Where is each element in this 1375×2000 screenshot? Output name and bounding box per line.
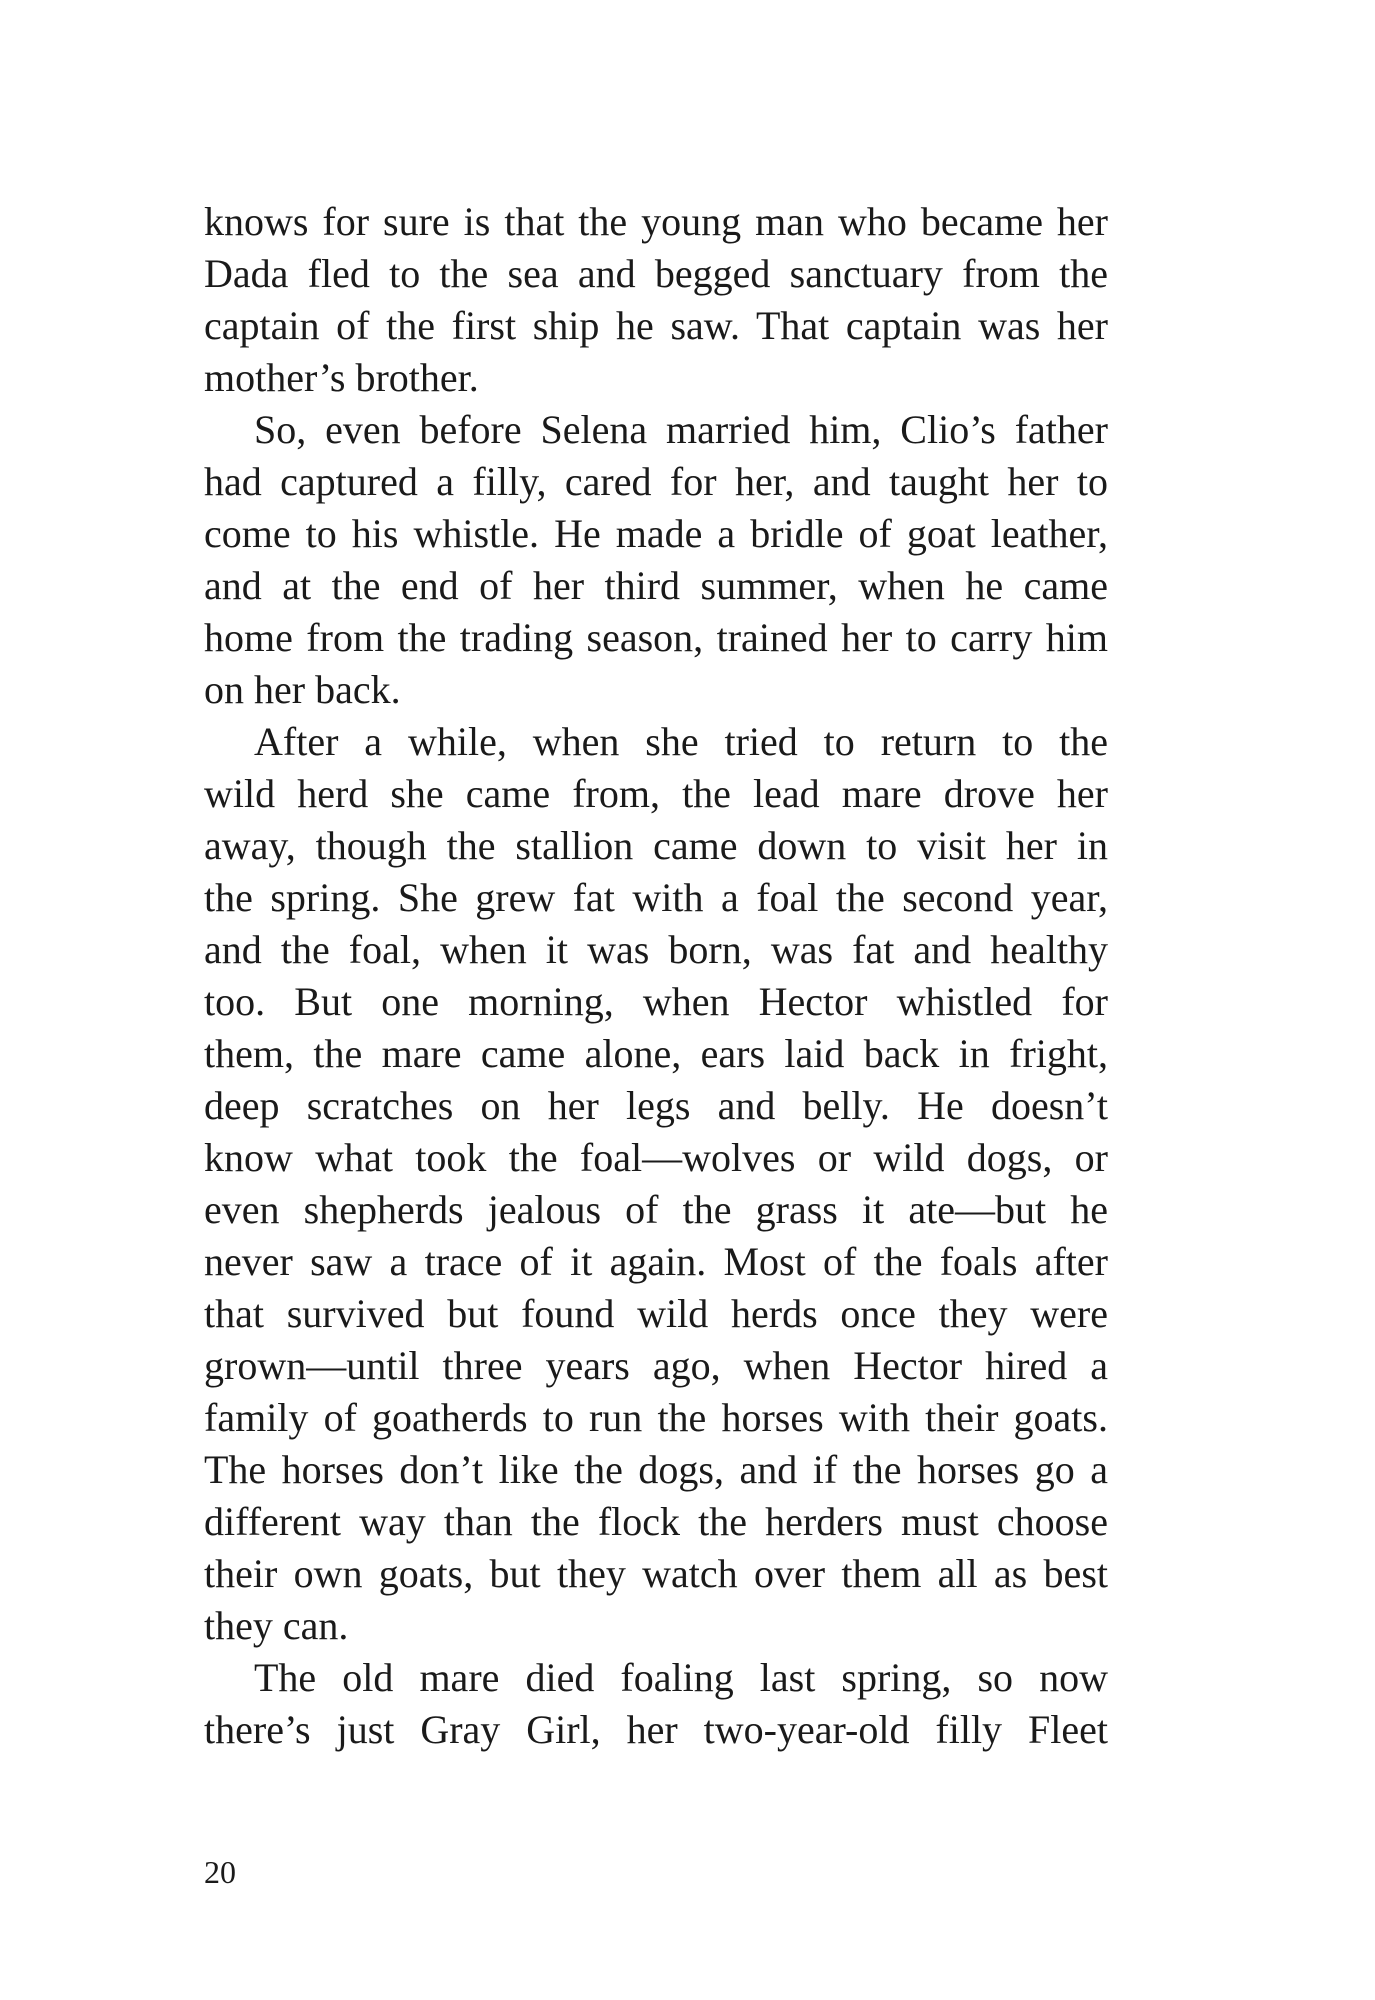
body-text: [204, 196, 1108, 1756]
text-line: different way than the flock the herders must choose: [204, 1499, 1108, 1544]
text-line: and at the end of her third summer, when he came: [204, 563, 1108, 608]
text-line: away, though the stallion came down to visit her in: [204, 823, 1108, 868]
text-line: wild herd she came from, the lead mare drove her: [204, 771, 1108, 816]
text-line: Dada fled to the sea and begged sanctuary from the: [204, 251, 1108, 296]
text-line: The horses don’t like the dogs, and if the horses go a: [204, 1447, 1108, 1492]
text-line: So, even before Selena married him, Clio’s father: [254, 407, 1108, 452]
text-line: on her back.: [204, 667, 401, 712]
text-line: had captured a filly, cared for her, and taught her to: [204, 459, 1108, 504]
text-line: mother’s brother.: [204, 355, 479, 400]
text-line: never saw a trace of it again. Most of the foals after: [204, 1239, 1108, 1284]
text-line: too. But one morning, when Hector whistled for: [204, 979, 1108, 1024]
text-line: knows for sure is that the young man who became her: [204, 199, 1108, 244]
text-line: there’s just Gray Girl, her two-year-old filly Fleet: [204, 1707, 1108, 1752]
text-line: The old mare died foaling last spring, so now: [254, 1655, 1108, 1700]
text-line: come to his whistle. He made a bridle of goat leather,: [204, 511, 1108, 556]
text-line: them, the mare came alone, ears laid back in fright,: [204, 1031, 1108, 1076]
text-line: and the foal, when it was born, was fat and healthy: [204, 927, 1108, 972]
text-line: that survived but found wild herds once they were: [204, 1291, 1108, 1336]
text-line: deep scratches on her legs and belly. He doesn’t: [204, 1083, 1108, 1128]
text-line: their own goats, but they watch over them all as best: [204, 1551, 1108, 1596]
text-line: After a while, when she tried to return to the: [254, 719, 1108, 764]
text-line: family of goatherds to run the horses with their goats.: [204, 1395, 1108, 1440]
text-line: home from the trading season, trained her to carry him: [204, 615, 1108, 660]
text-line: the spring. She grew fat with a foal the second year,: [204, 875, 1108, 920]
page-number: 20: [204, 1854, 236, 1890]
text-line: captain of the first ship he saw. That captain was her: [204, 303, 1108, 348]
text-line: they can.: [204, 1603, 349, 1648]
text-line: know what took the foal—wolves or wild dogs, or: [204, 1135, 1108, 1180]
text-line: even shepherds jealous of the grass it ate—but he: [204, 1187, 1108, 1232]
text-line: grown—until three years ago, when Hector hired a: [204, 1343, 1108, 1388]
